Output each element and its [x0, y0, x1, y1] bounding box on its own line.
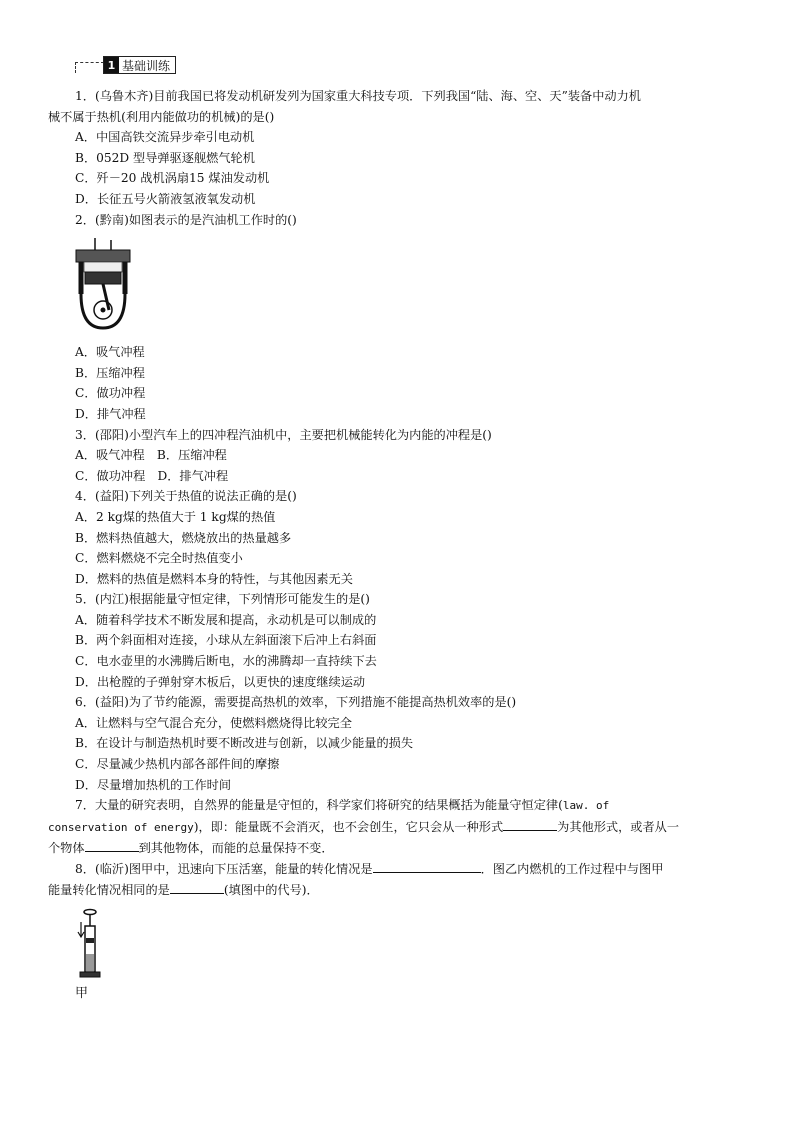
q6-option-c: C．尽量减少热机内部各部件间的摩擦	[75, 757, 280, 772]
q6-option-d: D．尽量增加热机的工作时间	[75, 777, 232, 792]
figure-label-jia: 甲	[75, 986, 89, 1002]
q7-text-part5: 到其他物体，而能的总量保持不变．	[138, 841, 334, 856]
q7-blank-2[interactable]	[85, 838, 139, 852]
q1-option-a: A．中国高铁交流异步牵引电动机	[75, 130, 255, 145]
q5-option-c: C．电水壶里的水沸腾后断电，水的沸腾却一直持续下去	[75, 654, 377, 669]
q2-stem: 2．(黔南)如图表示的是汽油机工作时的()	[75, 212, 297, 227]
section-number-badge: 1	[104, 57, 119, 73]
q8-text-part1: 8．(临沂)图甲中，迅速向下压活塞，能量的转化情况是	[75, 862, 373, 876]
q4-option-a: A．2 kg煤的热值大于 1 kg煤的热值	[75, 509, 276, 524]
air-pump-figure	[75, 908, 105, 980]
q7-line3	[48, 838, 748, 859]
q7-text-part3: 为其他形式，或者从一	[557, 819, 680, 834]
q4-option-d: D．燃料的热值是燃料本身的特性，与其他因素无关	[75, 571, 353, 586]
q8-line2	[48, 880, 748, 901]
q5-stem: 5．(内江)根据能量守恒定律，下列情形可能发生的是()	[75, 592, 370, 607]
q2-option-c: C．做功冲程	[75, 386, 146, 401]
section-title: 基础训练	[122, 58, 171, 73]
q5-option-d: D．出枪膛的子弹射穿木板后，以更快的速度继续运动	[75, 674, 366, 689]
q4-option-c: C．燃料燃烧不完全时热值变小	[75, 551, 243, 566]
q8-blank-1[interactable]	[373, 859, 481, 873]
q4-option-b: B．燃料热值越大，燃烧放出的热量越多	[75, 530, 292, 545]
q8-text-part4: (填图中的代号)．	[223, 882, 319, 897]
q8-line1	[48, 859, 748, 880]
q3-options-cd: C．做功冲程 D．排气冲程	[75, 468, 229, 483]
q7-text-en1: law. of	[562, 799, 610, 813]
q7-text-part2: )，即：能量既不会消灭，也不会创生，它只会从一种形式	[193, 819, 504, 834]
q1-option-d: D．长征五号火箭液氢液氧发动机	[75, 191, 256, 206]
q7-text-part4: 个物体	[48, 841, 85, 856]
section-header	[75, 56, 748, 78]
header-dashed-corner	[75, 62, 104, 73]
engine-cylinder-figure	[75, 238, 131, 330]
q1-stem-line2: 械不属于热机(利用内能做功的机械)的是()	[48, 109, 275, 124]
q8-text-part3: 能量转化情况相同的是	[48, 882, 170, 897]
q3-options-ab: A．吸气冲程 B．压缩冲程	[75, 448, 227, 463]
q2-option-b: B．压缩冲程	[75, 365, 145, 380]
q5-option-a: A．随着科学技术不断发展和提高，永动机是可以制成的	[75, 612, 377, 627]
section-title-box	[103, 56, 176, 74]
worksheet-page	[48, 56, 748, 1004]
q5-option-b: B．两个斜面相对连接，小球从左斜面滚下后冲上右斜面	[75, 633, 377, 648]
q1-option-c: C．歼－20 战机涡扇15 煤油发动机	[75, 171, 270, 186]
q7-blank-1[interactable]	[503, 817, 557, 831]
q7-line1	[48, 795, 748, 817]
q7-line2	[48, 817, 748, 839]
q1-stem-line1: 1．(乌鲁木齐)目前我国已将发动机研发列为国家重大科技专项．下列我国“陆、海、空、天”装备中动力机	[75, 89, 641, 103]
q8-blank-2[interactable]	[170, 880, 224, 894]
q6-option-b: B．在设计与制造热机时要不断改进与创新，以减少能量的损失	[75, 736, 414, 751]
q6-stem: 6．(益阳)为了节约能源，需要提高热机的效率，下列措施不能提高热机效率的是()	[75, 695, 517, 710]
q3-stem: 3．(邵阳)小型汽车上的四冲程汽油机中，主要把机械能转化为内能的冲程是()	[75, 427, 492, 442]
q7-text-en2: conservation of energy	[48, 820, 194, 834]
q1-option-b: B．052D 型导弹驱逐舰燃气轮机	[75, 150, 255, 165]
q2-option-a: A．吸气冲程	[75, 345, 145, 360]
q4-stem: 4．(益阳)下列关于热值的说法正确的是()	[75, 489, 297, 504]
q8-text-part2: ．图乙内燃机的工作过程中与图甲	[480, 862, 664, 876]
q7-text-part1: 7．大量的研究表明，自然界的能量是守恒的，科学家们将研究的结果概括为能量守恒定律(	[75, 798, 563, 813]
q6-option-a: A．让燃料与空气混合充分，使燃料燃烧得比较完全	[75, 715, 352, 730]
q2-option-d: D．排气冲程	[75, 406, 146, 421]
